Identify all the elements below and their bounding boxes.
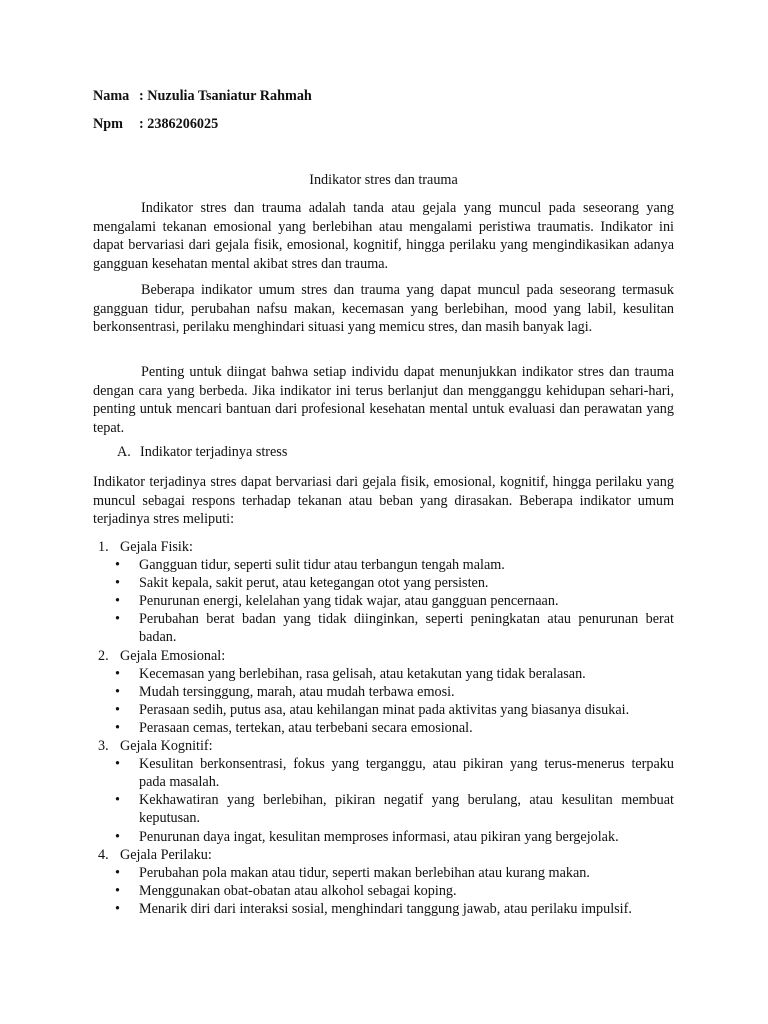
list-number: 4. [98,846,109,863]
bullet-icon: • [115,792,120,809]
bullet-icon: • [115,756,120,773]
group-title: Gejala Emosional: [120,647,226,664]
paragraph: Beberapa indikator umum stres dan trauma yang dapat muncul pada seseorang termasuk gangguan tidur, perubahan nafsu makan, kecemasan yang berlebihan, mood yang labil, kesulitan berkonsentrasi, perilaku menghindari situasi yang memicu stres, dan masih banyak lagi. [93,282,674,335]
numbered-item [93,846,674,864]
npm-label: Npm [93,116,123,132]
list-item-text: Perubahan pola makan atau tidur, seperti makan berlebihan atau kurang makan. [139,864,590,881]
section-intro: Indikator terjadinya stres dapat bervariasi dari gejala fisik, emosional, kognitif, hingga perilaku yang muncul sebagai respons terhadap tekanan atau beban yang dirasakan. Beberapa indikator umum terjadinya stres meliputi: [93,474,674,527]
list-number: 1. [98,539,109,555]
list-item [93,755,674,791]
list-item-text: Perubahan berat badan yang tidak diinginkan, seperti peningkatan atau penurunan berat badan. [139,611,674,646]
numbered-item [93,538,674,556]
name-label: Nama [93,88,130,104]
bullet-icon: • [115,719,120,736]
list-item-text: Mudah tersinggung, marah, atau mudah terbawa emosi. [139,683,455,700]
bullet-icon: • [115,900,120,917]
list-item-text: Perasaan cemas, tertekan, atau terbebani secara emosional. [139,719,473,736]
bullet-icon: • [115,882,120,899]
name-value: : Nuzulia Tsaniatur Rahmah [139,88,312,104]
section-heading [117,444,287,461]
bullet-icon: • [115,575,120,592]
list-item [93,828,674,846]
list-item-text: Kesulitan berkonsentrasi, fokus yang terganggu, atau pikiran yang terus-menerus terpaku pada masalah. [139,756,674,791]
numbered-item [93,647,674,665]
list-item-text: Kekhawatiran yang berlebihan, pikiran negatif yang berulang, atau kesulitan membuat keputusan. [139,792,674,827]
list-item [93,665,674,683]
bullet-icon: • [115,828,120,845]
list-item [93,882,674,900]
paragraph: Indikator stres dan trauma adalah tanda atau gejala yang muncul pada seseorang yang mengalami tekanan emosional yang berlebihan atau mengalami peristiwa traumatis. Indikator ini dapat bervariasi dari gejala fisik, emosional, kognitif, hingga perilaku yang mengindikasikan adanya gangguan kesehatan mental akibat stres dan trauma. [93,200,674,272]
npm-row [93,116,218,133]
list-item-text: Menarik diri dari interaksi sosial, menghindari tanggung jawab, atau perilaku impulsif. [139,900,632,917]
list-item-text: Perasaan sedih, putus asa, atau kehilangan minat pada aktivitas yang biasanya disukai. [139,701,630,718]
npm-value: : 2386206025 [139,116,219,132]
document-title: Indikator stres dan trauma [309,172,458,188]
bullet-icon: • [115,557,120,574]
paragraph: Penting untuk diingat bahwa setiap individu dapat menunjukkan indikator stres dan trauma dengan cara yang berbeda. Jika indikator ini terus berlanjut dan mengganggu kehidupan sehari-hari, penting untuk mencari bantuan dari profesional kesehatan mental untuk evaluasi dan perawatan yang tepat. [93,364,674,436]
section-letter: A. [117,444,131,460]
name-row [93,88,312,105]
bullet-icon: • [115,665,120,682]
list-item [93,683,674,701]
symptom-list [93,538,674,918]
list-item-text: Sakit kepala, sakit perut, atau ketegangan otot yang persisten. [139,575,489,592]
group-title: Gejala Perilaku: [120,846,212,863]
list-item-text: Penurunan energi, kelelahan yang tidak wajar, atau gangguan pencernaan. [139,593,559,610]
group-title: Gejala Kognitif: [120,738,213,755]
list-item [93,864,674,882]
list-number: 3. [98,738,109,755]
bullet-icon: • [115,701,120,718]
bullet-icon: • [115,593,120,610]
list-number: 2. [98,647,109,664]
section-title: Indikator terjadinya stress [140,444,288,460]
list-item [93,900,674,918]
list-item [93,719,674,737]
list-item [93,701,674,719]
list-item [93,791,674,827]
numbered-item [93,737,674,755]
list-item-text: Kecemasan yang berlebihan, rasa gelisah, atau ketakutan yang tidak beralasan. [139,665,586,682]
group-title: Gejala Fisik: [120,539,193,555]
list-item [93,574,674,592]
bullet-icon: • [115,683,120,700]
bullet-icon: • [115,864,120,881]
list-item [93,556,674,574]
list-item [93,610,674,646]
list-item-text: Penurunan daya ingat, kesulitan memproses informasi, atau pikiran yang bergejolak. [139,828,619,845]
bullet-icon: • [115,611,120,628]
list-item [93,592,674,610]
list-item-text: Gangguan tidur, seperti sulit tidur atau terbangun tengah malam. [139,557,505,574]
list-item-text: Menggunakan obat-obatan atau alkohol sebagai koping. [139,882,457,899]
